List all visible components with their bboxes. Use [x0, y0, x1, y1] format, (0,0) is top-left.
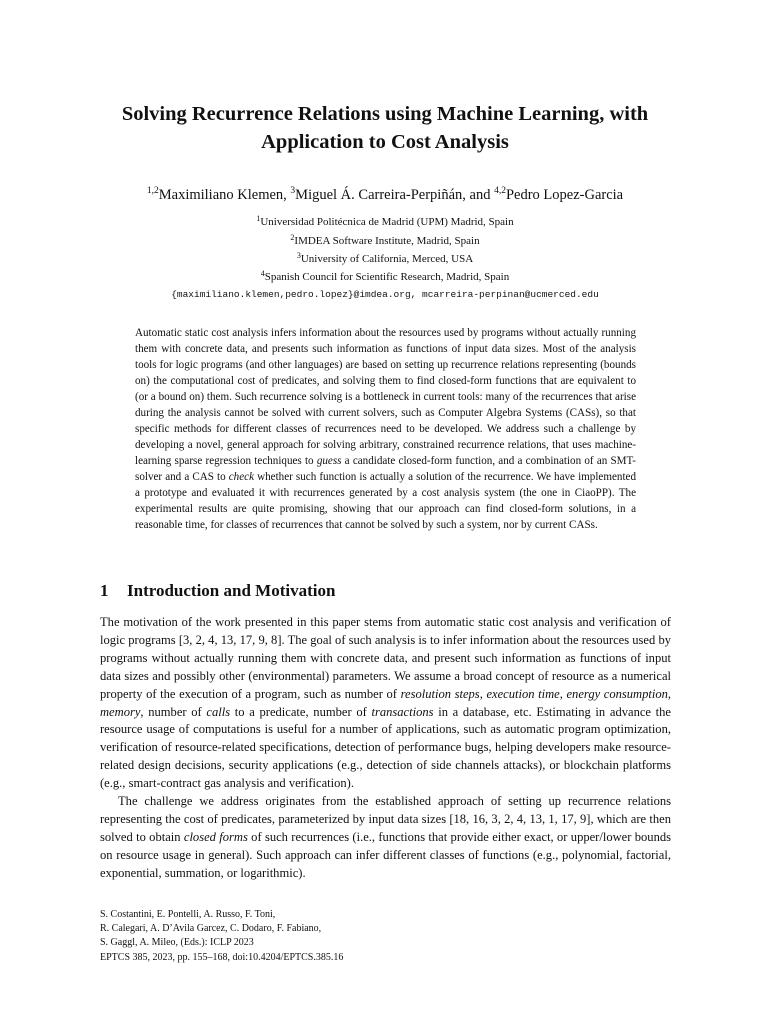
p1-emphasis-2: execution time — [486, 686, 560, 701]
affiliation-1 — [40, 214, 730, 228]
abstract-emphasis-guess: guess — [316, 455, 342, 467]
abstract-text-3: whether such function is actually a solution of the recurrence. We have implemented a prototype and evaluated it with recurrences generated by a cost analysis system (the one in CiaoPP). The experimental results are quite promising, showing that our approach can find closed-form solutions, in a reasonable time, for classes of recurrences that cannot be solved by such a system, nor by current CASs. — [135, 471, 636, 531]
p2-text-1: The challenge we address originates from the established approach of setting up recurrence relations representing the cost of predicates, parameterized by input data sizes [18, 16, 3, 2, 4, 13, 1, 17, 9], which are then solved to obtain — [100, 794, 671, 844]
p1-text-2: , — [479, 686, 487, 701]
author-2-affil-mark: 3 — [290, 186, 296, 196]
section-title: Introduction and Motivation — [127, 581, 336, 600]
title-line-2: Application to Cost Analysis — [261, 131, 509, 153]
p1-emphasis-4: memory — [100, 704, 141, 719]
affiliation-4-text: Spanish Council for Scientific Research, Madrid, Spain — [264, 271, 510, 283]
affiliation-4-mark: 4 — [260, 269, 265, 278]
affiliation-3-text: University of California, Merced, USA — [300, 253, 474, 265]
p1-text-4: , — [667, 686, 672, 701]
paper-title — [60, 100, 710, 156]
footer-line-1: S. Costantini, E. Pontelli, A. Russo, F. Toni, — [100, 909, 276, 920]
affiliation-4 — [40, 269, 730, 283]
footer-line-2: R. Calegari, A. D’Avila Garcez, C. Dodaro, F. Fabiano, — [100, 923, 322, 935]
affiliation-3-mark: 3 — [296, 251, 301, 260]
affiliation-1-mark: 1 — [256, 214, 261, 223]
affiliation-1-text: Universidad Politécnica de Madrid (UPM) Madrid, Spain — [260, 216, 514, 228]
p1-emphasis-5: calls — [206, 704, 231, 719]
paragraph-1 — [100, 614, 671, 793]
author-2: Miguel Á. Carreira-Perpiñán, and — [295, 187, 495, 203]
affiliation-2-text: IMDEA Software Institute, Madrid, Spain — [294, 235, 480, 247]
paragraph-2 — [100, 793, 671, 883]
title-line-1: Solving Recurrence Relations using Machine Learning, with — [121, 103, 649, 125]
p1-text-3: , — [559, 686, 567, 701]
abstract-text-1: Automatic static cost analysis infers information about the resources used by programs without actually running them with concrete data, and presents such information as functions of input data sizes. Most of the analysis tools for logic programs (and other languages) are based on setting up recurrence relations representing (bounds on) the computational cost of predicates, and solving them to find closed-form functions that are equivalent to (or a bound on) them. Such recurrence solving is a bottleneck in current tools: many of the recurrences that arise during the analysis cannot be solved with current solvers, such as Computer Algebra Systems (CASs), so that specific methods for different classes of recurrences need to be developed. We address such a challenge by developing a novel, general approach for solving arbitrary, constrained recurrence relations, that uses machine-learning sparse regression techniques to — [135, 327, 636, 467]
affiliation-2-mark: 2 — [290, 233, 295, 242]
author-list — [40, 186, 730, 204]
body-text — [100, 614, 671, 883]
author-3-affil-mark: 4,2 — [494, 186, 506, 196]
abstract-text-2: a candidate closed-form function, and a combination of an SMT-solver and a CAS to — [135, 455, 636, 483]
abstract — [135, 325, 636, 533]
p1-text-6: to a predicate, number of — [230, 704, 372, 719]
p1-emphasis-6: transactions — [371, 704, 434, 719]
p2-emphasis-1: closed forms — [183, 829, 248, 844]
section-number: 1 — [100, 581, 109, 600]
affiliation-2 — [40, 233, 730, 247]
author-1-affil-mark: 1,2 — [146, 186, 159, 196]
abstract-emphasis-check: check — [228, 471, 254, 483]
p2-text-2: of such recurrences (i.e., functions that provide either exact, or upper/lower bounds on resource usage in general). Such approach can infer different classes of functions (e.g., polynomial, factorial, exponential, summation, or logarithmic). — [100, 829, 671, 880]
publication-footer — [100, 908, 343, 965]
p1-text-5: , number of — [140, 704, 207, 719]
section-heading — [100, 581, 335, 601]
footer-line-4: EPTCS 385, 2023, pp. 155–168, doi:10.4204/EPTCS.385.16 — [100, 951, 344, 963]
p1-text-1: The motivation of the work presented in this paper stems from automatic static cost analysis and verification of logic programs [3, 2, 4, 13, 17, 9, 8]. The goal of such analysis is to infer information about the resources used by programs without actually running them with concrete data, and present such information as functions of input data sizes and possibly other (environmental) parameters. We assume a broad concept of resource as a numerical property of the execution of a program, such as number of — [100, 615, 671, 701]
p1-text-7: in a database, etc. Estimating in advance the resource usage of computations is useful for a number of applications, such as automatic program optimization, verification of resource-related specifications, detection of performance bugs, helping developers make resource-related design decisions, security applications (e.g., detection of side channels attacks), or blockchain platforms (e.g., smart-contract gas analysis and verification). — [100, 704, 671, 791]
author-3: Pedro Lopez-Garcia — [505, 187, 624, 203]
author-emails: {maximiliano.klemen,pedro.lopez}@imdea.org, mcarreira-perpinan@ucmerced.edu — [171, 289, 599, 300]
footer-line-3: S. Gaggl, A. Mileo, (Eds.): ICLP 2023 — [100, 937, 254, 949]
p1-emphasis-3: energy consumption — [566, 686, 668, 701]
p1-emphasis-1: resolution steps — [400, 686, 480, 701]
affiliation-3 — [40, 251, 730, 265]
author-1: Maximiliano Klemen, — [158, 187, 291, 203]
